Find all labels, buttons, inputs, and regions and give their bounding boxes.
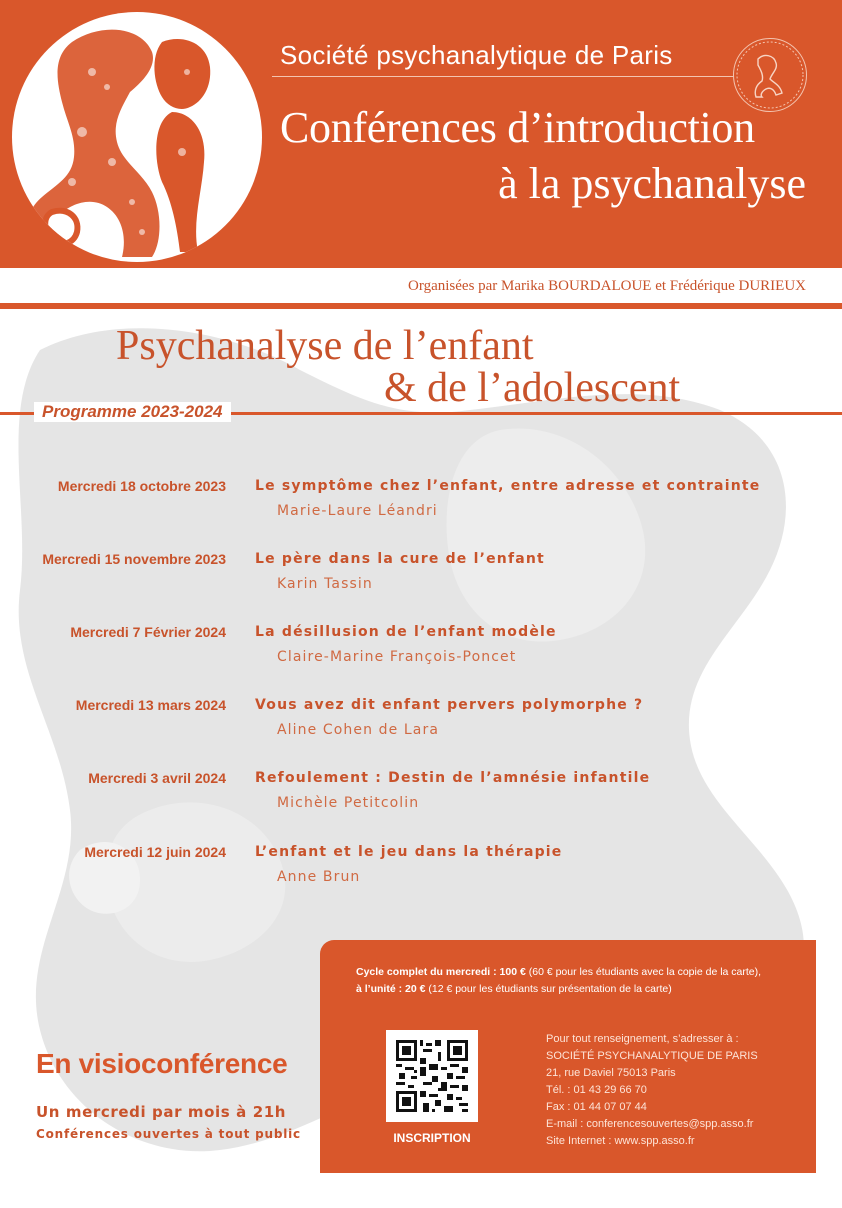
contact-address: 21, rue Daviel 75013 Paris (546, 1067, 676, 1079)
subtitle-line2: & de l’adolescent (384, 365, 681, 411)
qr-code-icon (396, 1040, 468, 1112)
qr-code[interactable] (386, 1030, 478, 1122)
session-topic: Le symptôme chez l’enfant, entre adresse et contrainte (255, 478, 761, 494)
contact-email[interactable]: E-mail : conferencesouvertes@spp.asso.fr (546, 1118, 754, 1130)
conference-title-line2: à la psychanalyse (498, 159, 806, 208)
contact-info (546, 1031, 758, 1150)
session-date: Mercredi 7 Février 2024 (70, 624, 226, 640)
session-date: Mercredi 15 novembre 2023 (42, 551, 226, 567)
session-item (0, 844, 842, 904)
session-speaker: Aline Cohen de Lara (277, 722, 440, 738)
session-speaker: Claire-Marine François-Poncet (277, 649, 517, 665)
session-date: Mercredi 3 avril 2024 (88, 770, 226, 786)
subtitle-line1: Psychanalyse de l’enfant (116, 323, 534, 369)
contact-intro: Pour tout renseignement, s’adresser à : (546, 1033, 739, 1045)
cycle-price-note: (60 € pour les étudiants avec la copie de la carte), (525, 966, 762, 978)
pricing-text (356, 964, 776, 998)
session-date: Mercredi 18 octobre 2023 (57, 478, 226, 494)
contact-name: SOCIÉTÉ PSYCHANALYTIQUE DE PARIS (546, 1050, 758, 1062)
session-topic: Refoulement : Destin de l’amnésie infantile (255, 770, 651, 786)
visio-title: En visioconférence (36, 1048, 288, 1079)
session-speaker: Michèle Petitcolin (277, 795, 420, 811)
unit-price: à l’unité : 20 € (356, 983, 426, 995)
session-item (0, 551, 842, 611)
visio-audience: Conférences ouvertes à tout public (36, 1127, 301, 1141)
session-topic: L’enfant et le jeu dans la thérapie (255, 844, 563, 860)
cycle-price: Cycle complet du mercredi : 100 € (356, 966, 526, 978)
session-item (0, 770, 842, 830)
divider (0, 303, 842, 309)
programme-label: Programme 2023-2024 (34, 402, 231, 422)
session-speaker: Marie-Laure Léandri (277, 503, 438, 519)
session-speaker: Karin Tassin (277, 576, 373, 592)
contact-fax: Fax : 01 44 07 07 44 (546, 1101, 647, 1113)
unit-price-note: (12 € pour les étudiants sur présentation de la carte) (425, 983, 672, 995)
session-date: Mercredi 13 mars 2024 (75, 697, 226, 713)
sphinx-emblem-icon (734, 39, 806, 111)
organisers-line: Organisées par Marika BOURDALOUE et Frédérique DURIEUX (408, 278, 806, 294)
session-speaker: Anne Brun (277, 869, 361, 885)
sphinx-icon (12, 12, 262, 262)
session-topic: Vous avez dit enfant pervers polymorphe ? (255, 697, 644, 713)
society-name: Société psychanalytique de Paris (280, 40, 673, 70)
sphinx-logo-disc (12, 12, 262, 262)
divider (272, 76, 734, 77)
session-item (0, 624, 842, 684)
session-item (0, 478, 842, 538)
visio-schedule: Un mercredi par mois à 21h (36, 1103, 287, 1121)
session-topic: Le père dans la cure de l’enfant (255, 551, 545, 567)
spp-emblem-icon (733, 38, 807, 112)
header-banner (0, 0, 842, 268)
conference-title-line1: Conférences d’introduction (280, 103, 755, 152)
info-box (320, 940, 816, 1173)
session-topic: La désillusion de l’enfant modèle (255, 624, 557, 640)
contact-website[interactable]: Site Internet : www.spp.asso.fr (546, 1135, 695, 1147)
session-item (0, 697, 842, 757)
session-date: Mercredi 12 juin 2024 (84, 844, 226, 860)
contact-phone: Tél. : 01 43 29 66 70 (546, 1084, 647, 1096)
inscription-label[interactable]: INSCRIPTION (393, 1131, 471, 1145)
